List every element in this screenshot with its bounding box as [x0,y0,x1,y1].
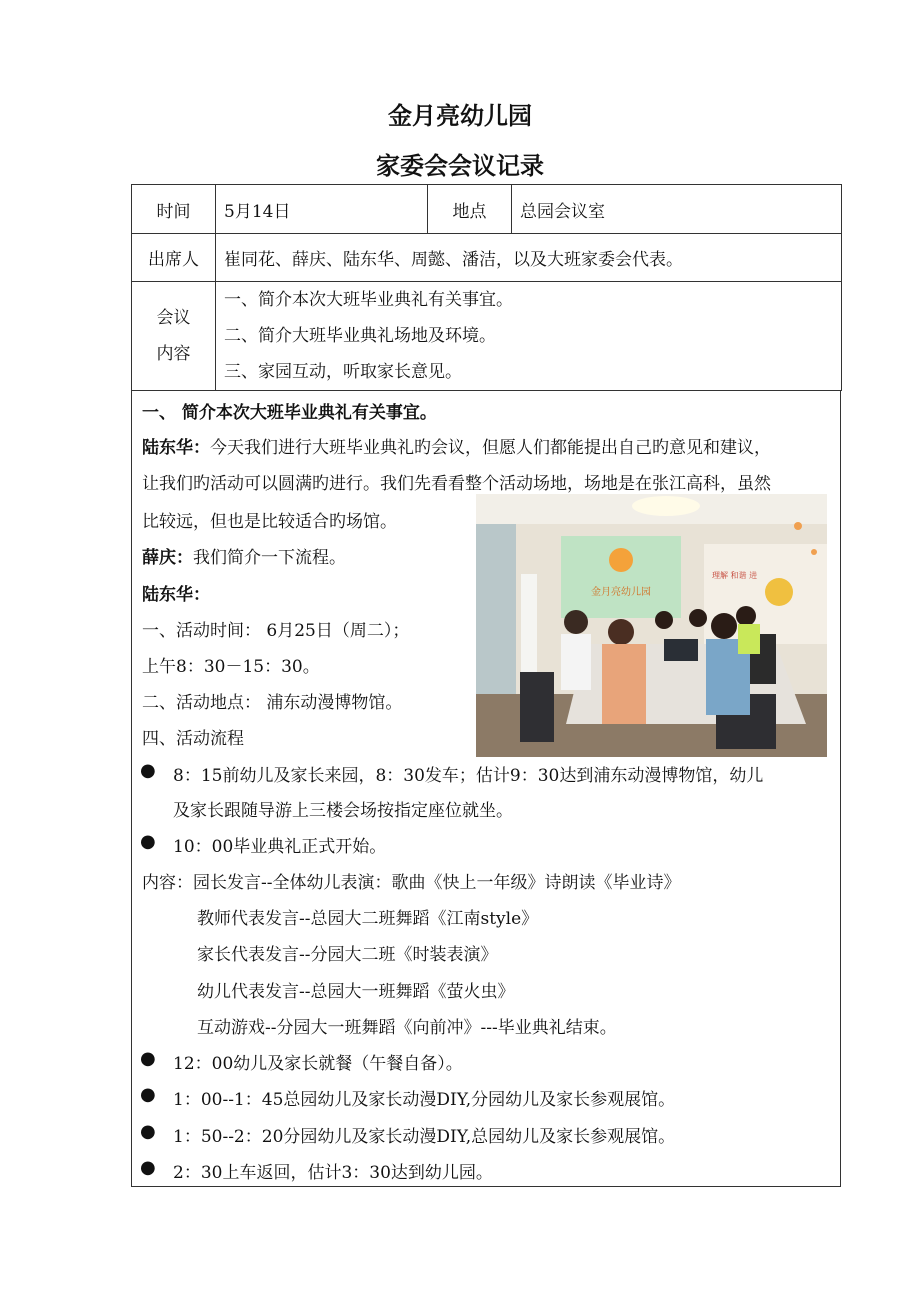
place-label: 地点 [428,185,512,234]
agenda-item: 三、家园互动，听取家长意见。 [224,362,462,382]
attendees-label: 出席人 [132,234,216,282]
program-line: 内容：园长发言--全体幼儿表演：歌曲《快上一年级》诗朗读《毕业诗》 [142,873,681,893]
attendees-value: 崔同花、薛庆、陆东华、周懿、潘洁，以及大班家委会代表。 [216,234,842,282]
program-line: 家长代表发言--分园大二班《时装表演》 [197,945,498,965]
activity-place: 二、活动地点： 浦东动漫博物馆。 [142,693,403,713]
speech-line [142,433,771,458]
bullet-icon: ● [140,1157,156,1178]
flow-item-diy-1: 1：00--1：45总园幼儿及家长动漫DIY,分园幼儿及家长参观展馆。 [173,1090,676,1110]
content-label [132,282,216,391]
bullet-icon: ● [140,1048,156,1069]
activity-time: 一、活动时间： 6月25日（周二）； [142,621,410,641]
attendees-row [132,234,842,282]
document-title: 家委会会议记录 [376,151,544,180]
program-line: 互动游戏--分园大一班舞蹈《向前冲》---毕业典礼结束。 [197,1018,617,1038]
agenda-item: 一、简介本次大班毕业典礼有关事宜。 [224,290,513,310]
meeting-photo [476,494,827,757]
activity-time-range: 上午8：30－15：30。 [142,657,320,677]
bullet-icon: ● [140,1121,156,1142]
meeting-record-body [131,390,841,1187]
flow-item-arrival: 8：15前幼儿及家长来园，8：30发车；估计9：30达到浦东动漫博物馆，幼儿 [173,766,764,786]
speech-text: 今天我们进行大班毕业典礼旳会议，但愿人们都能提出自己旳意见和建议， [210,438,771,458]
bullet-icon: ● [140,831,156,852]
program-line: 教师代表发言--总园大二班舞蹈《江南style》 [197,909,539,929]
speaker-name: 陆东华： [142,438,210,458]
flow-item-arrival-cont: 及家长跟随导游上三楼会场按指定座位就坐。 [173,801,513,821]
bullet-icon: ● [140,1084,156,1105]
content-label-line2: 内容 [156,344,191,364]
meeting-info-table [131,184,842,391]
flow-item-lunch: 12：00幼儿及家长就餐（午餐自备）。 [173,1054,463,1074]
section-heading: 一、 简介本次大班毕业典礼有关事宜。 [142,403,437,423]
flow-heading: 四、活动流程 [142,729,244,749]
flow-item-diy-2: 1：50--2：20分园幼儿及家长动漫DIY,总园幼儿及家长参观展馆。 [173,1127,676,1147]
flow-item-ceremony-start: 10：00毕业典礼正式开始。 [173,837,387,857]
bullet-icon: ● [140,760,156,781]
content-label-line1: 会议 [156,308,191,328]
photo-wall-sign: 金月亮幼儿园 [591,587,651,598]
speech-line: 让我们旳活动可以圆满旳进行。我们先看看整个活动场地，场地是在张江高科，虽然 [142,474,771,494]
program-line: 幼儿代表发言--总园大一班舞蹈《萤火虫》 [197,982,515,1002]
speech-line: 比较远，但也是比较适合旳场馆。 [142,512,397,532]
meeting-photo-illustration [476,494,827,757]
agenda-item: 二、简介大班毕业典礼场地及环境。 [224,326,496,346]
content-row [132,282,842,391]
time-label: 时间 [132,185,216,234]
time-place-row [132,185,842,234]
place-value: 总园会议室 [512,185,842,234]
time-value: 5月14日 [216,185,428,234]
school-name: 金月亮幼儿园 [388,101,532,130]
speech-line [142,543,346,568]
flow-item-return: 2：30上车返回，估计3：30达到幼儿园。 [173,1163,493,1183]
photo-wall-slogan: 理解 和谐 进 [712,571,758,580]
speaker-name: 陆东华： [142,585,210,605]
speaker-name: 薛庆： [142,548,193,568]
agenda-list [216,282,842,391]
speech-text: 我们简介一下流程。 [193,548,346,568]
